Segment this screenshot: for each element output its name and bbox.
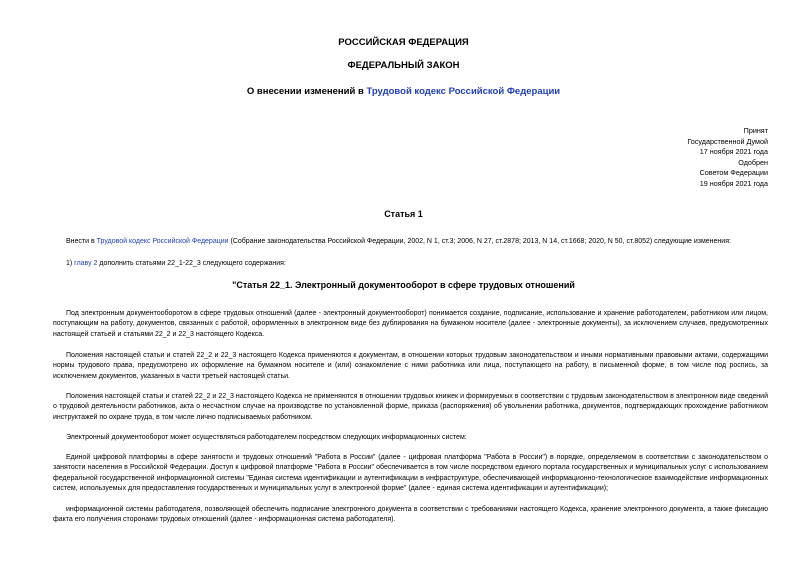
paragraph: Под электронным документооборотом в сфере трудовых отношений (далее - электронный документооборот) понимается создание, подписание, использование и хранение работодателем, работником или лицом, поступающим на работу, документов, связанных с работой, оформленных в электронном виде без дублирования на бумажном носителе (далее - электронные документы), за исключением случаев, предусмотренных настоящей статьей и статьями 22_2 и 22_3 настоящего Кодекса. (53, 310, 768, 338)
article-1-heading: Статья 1 (384, 209, 423, 219)
labor-code-link[interactable]: Трудовой кодекс Российской Федерации (366, 86, 561, 97)
doc-type-heading: ФЕДЕРАЛЬНЫЙ ЗАКОН (347, 60, 460, 71)
country-heading: РОССИЙСКАЯ ФЕДЕРАЦИЯ (338, 37, 469, 48)
paragraph: Положения настоящей статьи и статей 22_2 и 22_3 настоящего Кодекса не применяются в отношении трудовых книжек и формируемых в соответствии с трудовым законодательством в электронном виде сведений о трудовой деятельности работников, акта о несчастном случае на производстве по установленной форме, приказа (распоряжения) об увольнении работника, документов, подтверждающих прохождение работником инструктажей по охране труда, в том числе лично подписываемых работником. (53, 393, 768, 421)
intro-suffix: (Собрание законодательства Российской Федерации, 2002, N 1, ст.3; 2006, N 27, ст.2878; 2013, N 14, ст.1668; 2020, N 50, ст.8052) следующие изменения: (228, 238, 731, 245)
adoption-info (687, 126, 768, 190)
article-1-intro (53, 237, 768, 247)
chapter-2-link[interactable]: главу 2 (74, 260, 98, 267)
law-title (0, 86, 807, 97)
adoption-line: Государственной Думой (687, 136, 768, 146)
adoption-line: Принят (743, 126, 768, 135)
law-title-prefix: О внесении изменений в (246, 86, 367, 97)
adoption-line: 17 ноября 2021 года (699, 147, 768, 157)
paragraph: Положения настоящей статьи и статей 22_2 и 22_3 настоящего Кодекса применяются к документам, в отношении которых трудовым законодательством и иными нормативными правовыми актами, содержащими нормы трудового права, предусмотрено их оформление на бумажном носителе и (или) ознакомление с ними работника или лица, поступающего на работу, в письменной форме, в том числе под роспись, за исключением документов, указанных в части третьей настоящей статьи. (53, 352, 768, 380)
paragraph: Электронный документооборот может осуществляться работодателем посредством следующих информационных систем: (66, 434, 467, 441)
labor-code-link-2[interactable]: Трудовой кодекс Российской Федерации (96, 238, 229, 245)
paragraph: Единой цифровой платформы в сфере занятости и трудовых отношений "Работа в России" (далее - цифровая платформа "Работа в России") в порядке, определяемом в соответствии с законодательством о занятости населения в Российской Федерации. Доступ к цифровой платформе "Работа в России" обеспечивается в том числе посредством единого портала государственных и муниципальных услуг с использованием федеральной государственной информационной системы "Единая система идентификации и аутентификации в инфраструктуре, обеспечивающей информационно-технологическое взаимодействие информационных систем, используемых для предоставления государственных и муниципальных услуг в электронной форме" (далее - единая система идентификации и аутентификации); (53, 454, 768, 493)
paragraph: информационной системы работодателя, позволяющей обеспечить подписание электронного документа в соответствии с требованиями настоящего Кодекса, хранение электронного документа, а также фиксацию факта его получения сторонами трудовых отношений (далее - информационная система работодателя). (53, 506, 768, 524)
adoption-line: Советом Федерации (699, 168, 768, 178)
item-1-suffix: дополнить статьями 22_1-22_3 следующего содержания: (97, 260, 286, 267)
adoption-line: Одобрен (738, 157, 768, 167)
article-22-1-heading: "Статья 22_1. Электронный документооборот в сфере трудовых отношений (232, 280, 575, 290)
adoption-line: 19 ноября 2021 года (699, 178, 768, 188)
intro-prefix: Внести в (66, 238, 97, 245)
item-1-prefix: 1) (66, 260, 75, 267)
article-1-item-1 (53, 259, 768, 269)
